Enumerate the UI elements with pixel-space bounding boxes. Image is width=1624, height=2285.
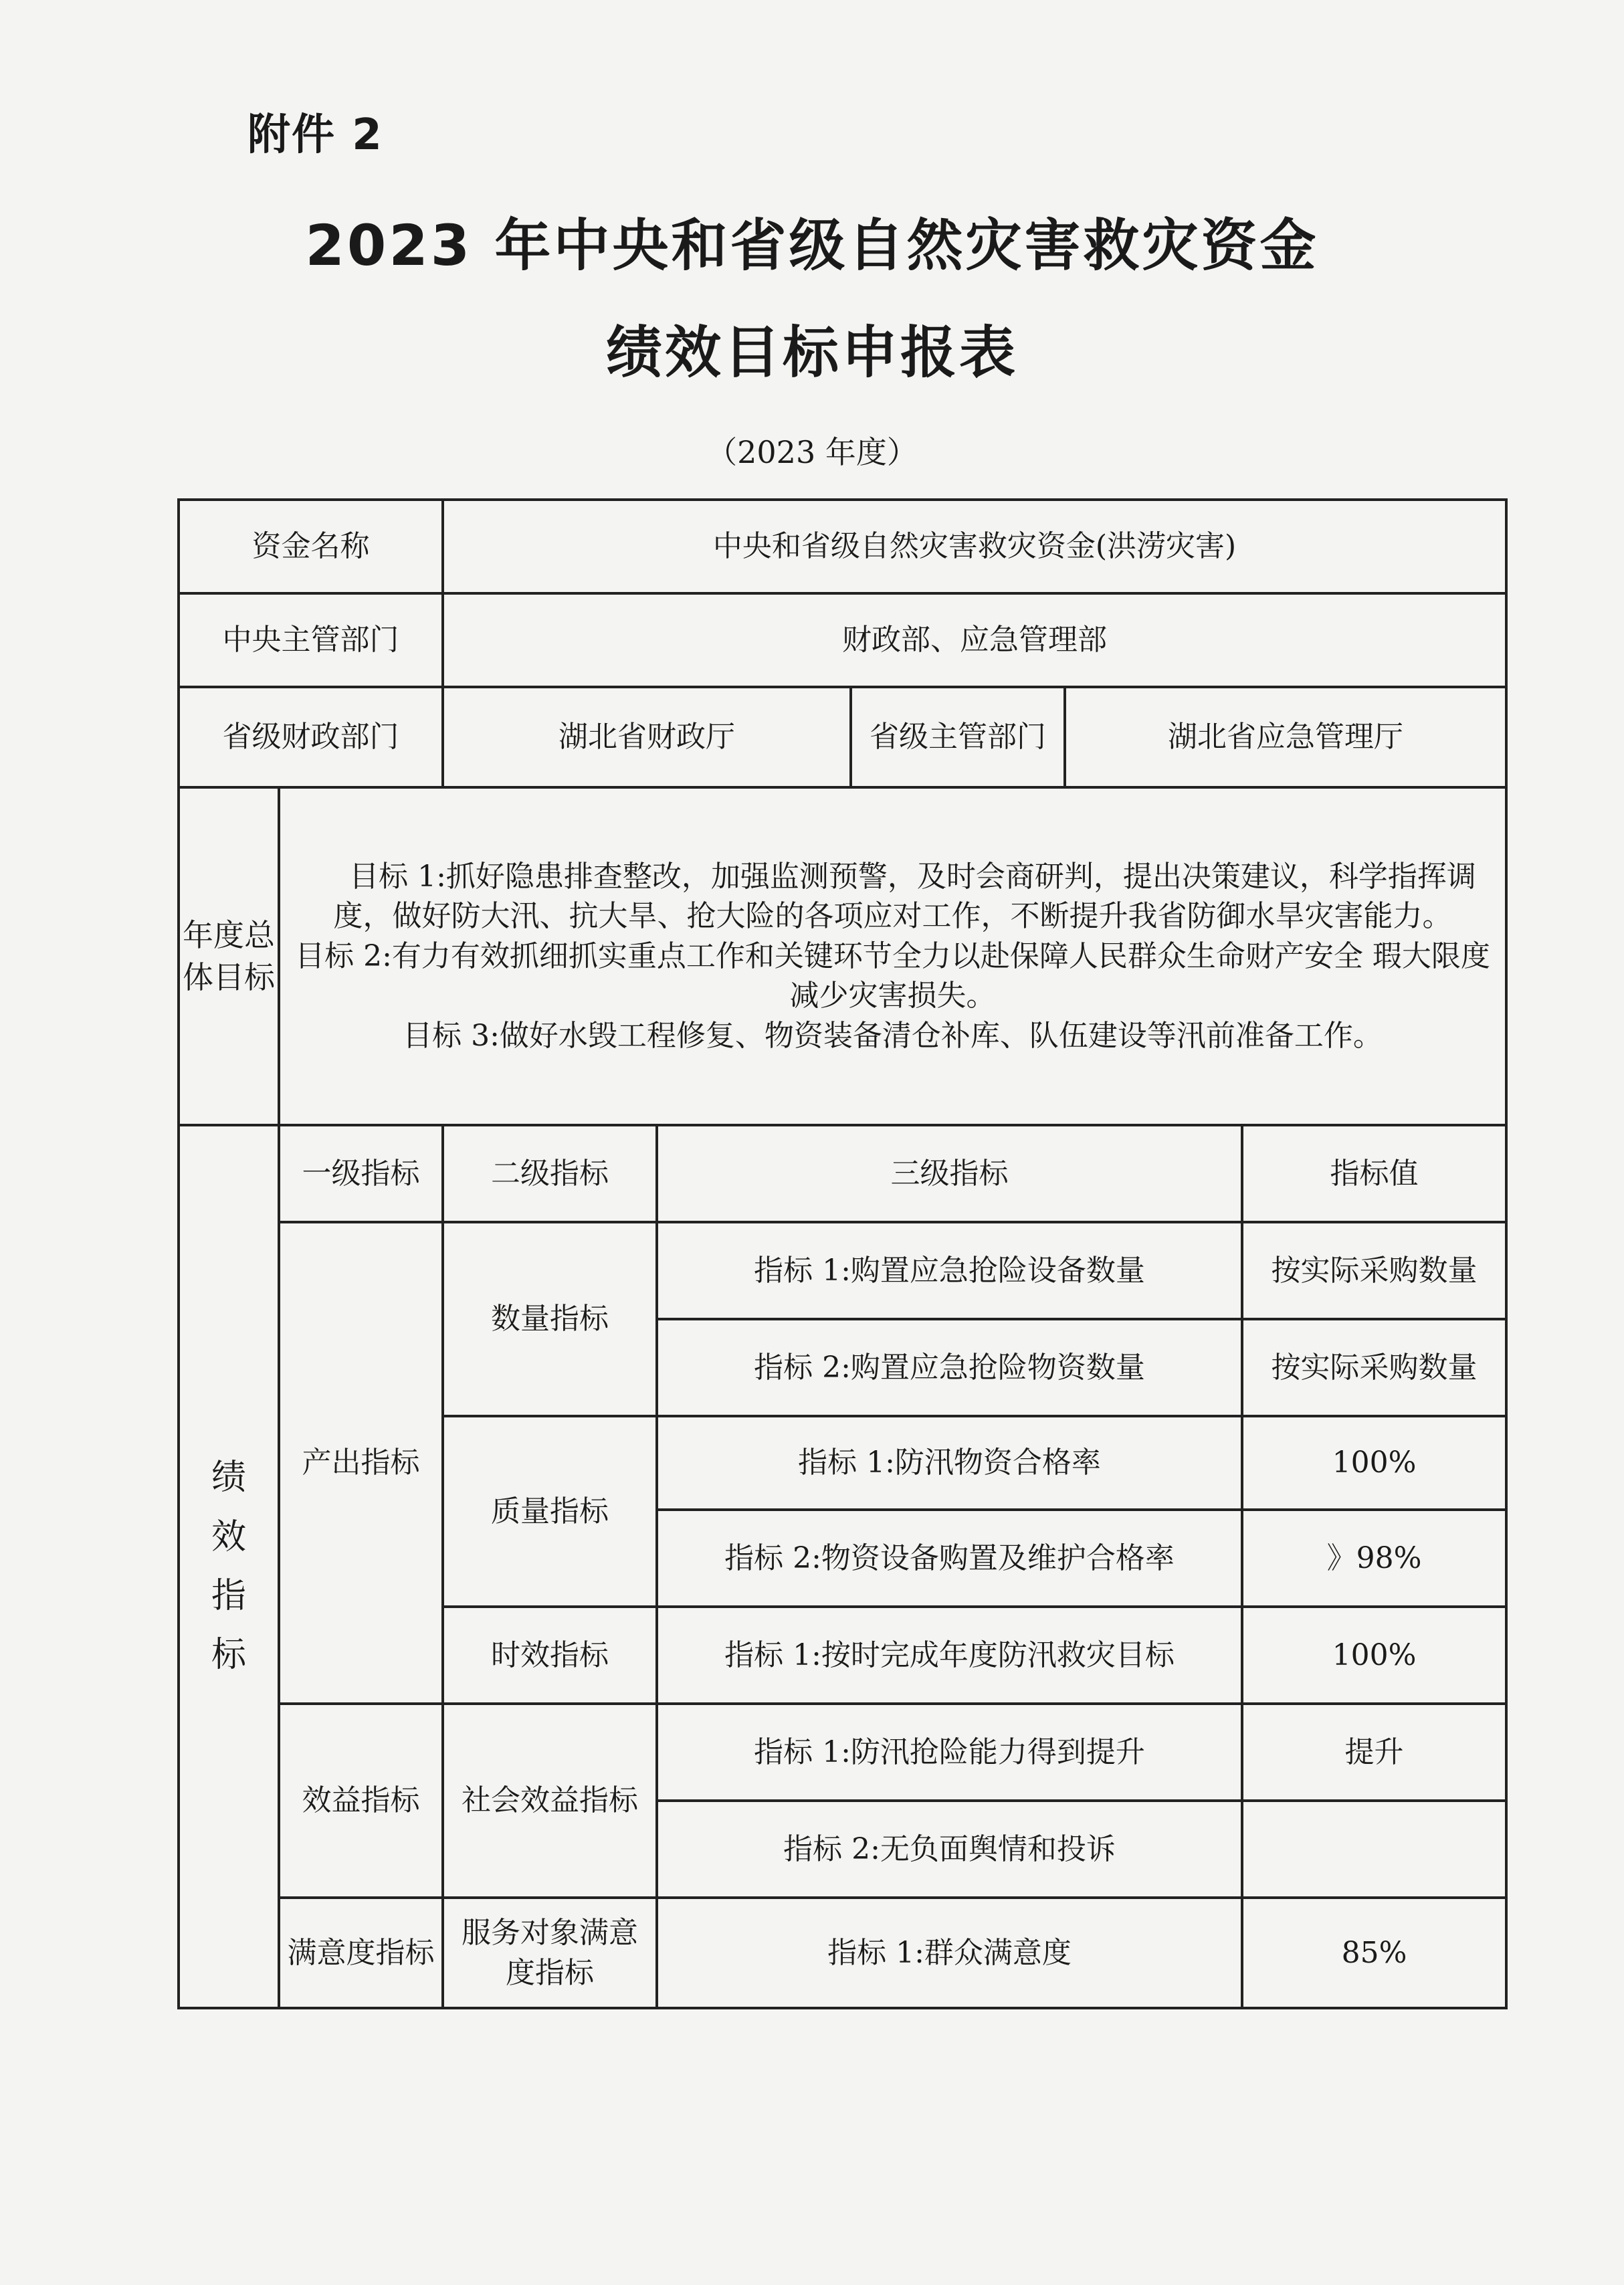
header-level3: 三级指标	[657, 1125, 1242, 1222]
quantity-item-2: 指标 2:购置应急抢险物资数量	[657, 1319, 1242, 1416]
goal-3: 目标 3:做好水毁工程修复、物资装备清仓补库、队伍建设等汛前准备工作。	[403, 1018, 1383, 1053]
quality-item-2: 指标 2:物资设备购置及维护合格率	[657, 1510, 1242, 1607]
attachment-label: 附件 2	[247, 110, 383, 160]
header-level1: 一级指标	[279, 1125, 443, 1222]
central-dept-label: 中央主管部门	[179, 593, 443, 687]
perf-char-3: 指	[211, 1576, 246, 1616]
central-dept-value: 财政部、应急管理部	[443, 593, 1506, 687]
social-benefit-label: 社会效益指标	[443, 1704, 657, 1898]
quantity-item-1-value: 按实际采购数量	[1242, 1222, 1506, 1319]
prov-finance-label: 省级财政部门	[179, 687, 443, 787]
perf-char-1: 绩	[211, 1458, 246, 1498]
table-row	[179, 1222, 1506, 1319]
social-item-1: 指标 1:防汛抢险能力得到提升	[657, 1704, 1242, 1801]
fund-name-row	[179, 500, 1506, 593]
annual-goals	[279, 787, 1506, 1125]
table-row	[179, 1898, 1506, 2008]
perf-char-4: 标	[211, 1635, 246, 1676]
annual-goal-label: 年度总 体目标	[179, 787, 279, 1125]
page-title: 2023 年中央和省级自然灾害救灾资金	[305, 213, 1319, 278]
year-label: （2023 年度）	[706, 434, 918, 470]
prov-dept-label: 省级主管部门	[851, 687, 1065, 787]
quality-item-1-value: 100%	[1242, 1416, 1506, 1510]
social-item-1-value: 提升	[1242, 1704, 1506, 1801]
fund-name-value: 中央和省级自然灾害救灾资金(洪涝灾害)	[443, 500, 1506, 593]
header-level2: 二级指标	[443, 1125, 657, 1222]
central-dept-row	[179, 593, 1506, 687]
provincial-row	[179, 687, 1506, 787]
prov-finance-value: 湖北省财政厅	[443, 687, 851, 787]
quality-item-2-value: 》98%	[1242, 1510, 1506, 1607]
timeliness-item-1-value: 100%	[1242, 1607, 1506, 1704]
quantity-item-1: 指标 1:购置应急抢险设备数量	[657, 1222, 1242, 1319]
performance-table	[177, 498, 1508, 2009]
header-row	[179, 1125, 1506, 1222]
benefit-indicator-label: 效益指标	[279, 1704, 443, 1898]
header-value: 指标值	[1242, 1125, 1506, 1222]
timeliness-item-1: 指标 1:按时完成年度防汛救灾目标	[657, 1607, 1242, 1704]
satisfaction-item-1-value: 85%	[1242, 1898, 1506, 2008]
output-indicator-label: 产出指标	[279, 1222, 443, 1704]
satisfaction-item-1: 指标 1:群众满意度	[657, 1898, 1242, 2008]
page-subtitle: 绩效目标申报表	[605, 320, 1018, 385]
satisfaction-indicator-label: 满意度指标	[279, 1898, 443, 2008]
service-satisfaction-label: 服务对象满意度指标	[443, 1898, 657, 2008]
goal-1: 目标 1:抓好隐患排查整改，加强监测预警，及时会商研判，提出决策建议，科学指挥调度，做好防大汛、抗大旱、抢大险的各项应对工作，不断提升我省防御水旱灾害能力。	[333, 860, 1476, 934]
fund-name-label: 资金名称	[179, 500, 443, 593]
quality-indicator-label: 质量指标	[443, 1416, 657, 1607]
annual-goal-row	[179, 787, 1506, 1125]
quality-item-1: 指标 1:防汛物资合格率	[657, 1416, 1242, 1510]
prov-dept-value: 湖北省应急管理厅	[1065, 687, 1506, 787]
social-item-2-value	[1242, 1801, 1506, 1898]
social-item-2: 指标 2:无负面舆情和投诉	[657, 1801, 1242, 1898]
timeliness-indicator-label: 时效指标	[443, 1607, 657, 1704]
table-row	[179, 1704, 1506, 1801]
perf-indicator-label	[179, 1125, 279, 2008]
perf-char-2: 效	[211, 1516, 246, 1557]
quantity-indicator-label: 数量指标	[443, 1222, 657, 1416]
quantity-item-2-value: 按实际采购数量	[1242, 1319, 1506, 1416]
goal-2: 目标 2:有力有效抓细抓实重点工作和关键环节全力以赴保障人民群众生命财产安全 瑕大限度减少灾害损失。	[295, 938, 1490, 1013]
